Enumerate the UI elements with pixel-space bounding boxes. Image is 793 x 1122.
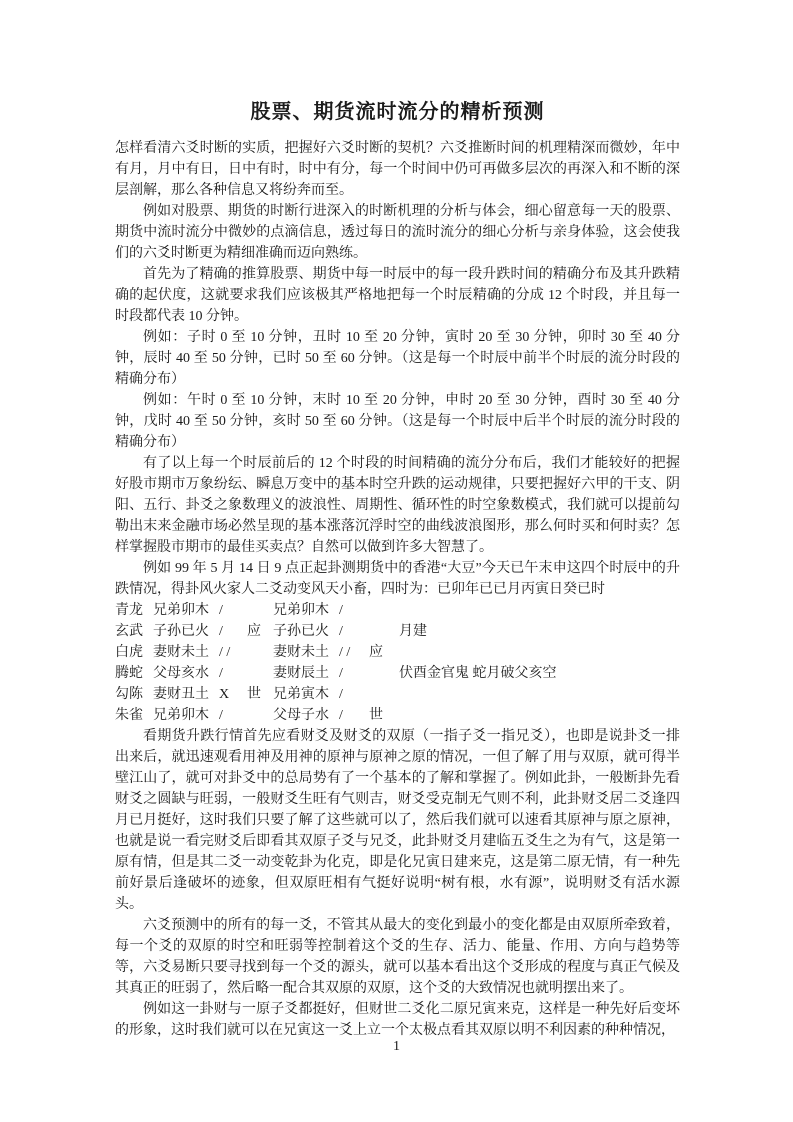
- changed-line-symbol: /: [339, 603, 343, 618]
- page-title: 股票、期货流时流分的精析预测: [250, 101, 545, 123]
- changed-line-symbol: / /: [339, 645, 351, 660]
- original-line-mark: 世: [247, 687, 261, 702]
- line-note: 伏酉金官鬼 蛇月破父亥空: [399, 666, 557, 681]
- line-note: 月建: [399, 624, 427, 639]
- original-line: 妻财丑土: [153, 687, 209, 702]
- changed-line-symbol: /: [339, 708, 343, 723]
- changed-line-mark: 世: [369, 708, 383, 723]
- original-line-symbol: /: [219, 624, 223, 639]
- hexagram-row: [115, 663, 680, 684]
- paragraph-six-yao-theory: 六爻预测中的所有的每一爻，不管其从最大的变化到最小的变化都是由双原所牵致着，每一个爻的双原的时空和旺弱等控制着这个爻的生存、活力、能量、作用、方向与趋势等等，六爻易断只要寻找到每一个爻的源头，就可以基本看出这个爻形成的程度与真正气候及其真正的旺弱了，然后略一配合其双原的双原，这个爻的大致情况也就明摆出来了。: [115, 918, 680, 996]
- original-line: 妻财未土: [153, 645, 209, 660]
- hexagram-row: [115, 684, 680, 705]
- line-note: [399, 684, 680, 705]
- paragraph-case-intro: 例如 99 年 5 月 14 日 9 点正起卦测期货中的香港“大豆”今天已午末申这四个时辰中的升跌情况，得卦风火家人二爻动变风天小畜，四时为：已卯年已已月丙寅日癸已时: [115, 561, 680, 597]
- six-god-label: 朱雀: [115, 708, 143, 723]
- changed-line: 子孙已火: [273, 624, 329, 639]
- original-line-mark: [247, 705, 273, 726]
- changed-line: 妻财辰土: [273, 666, 329, 681]
- paragraph-example-observe: 例如对股票、期货的时断行进深入的时断机理的分析与体会，细心留意每一天的股票、期货中流时流分中微妙的点滴信息，透过每日的流时流分的细心分析与亲身体验，这会使我们的六爻时断更为精细准确而迈向熟练。: [115, 204, 680, 261]
- changed-line-mark: [369, 684, 399, 705]
- original-line: 兄弟卯木: [153, 708, 209, 723]
- paragraph-analysis-double-origin: 看期货升跌行情首先应看财爻及财爻的双原（一指子爻一指兄爻），也即是说卦爻一排出来后，就迅速观看用神及用神的原神与原神之原的情况，一但了解了用与双原，就可得半壁江山了，就可对卦爻中的总局势有了一个基本的了解和掌握了。例如此卦，一般断卦先看财爻之圆缺与旺弱，一般财爻生旺有气则吉，财爻受克制无气则不利，此卦财爻居二爻逢四月已月挺好，这时我们只要了解了这些就可以了，然后我们就可以速看其原神与原之原神，也就是说一看完财爻后即看其双原子爻与兄爻，此卦财爻月建临五爻生之为有气，这是第一原有情，但是其二爻一动变乾卦为化克，即是化兄寅日建来克，这是第二原无情，有一种先前好景后逢破坏的迹象，但双原旺相有气挺好说明“树有根，水有源”，说明财爻有活水源头。: [115, 729, 680, 912]
- changed-line: 妻财未土: [273, 645, 329, 660]
- changed-line-symbol: /: [339, 687, 343, 702]
- changed-line-mark: 应: [369, 645, 383, 660]
- paragraph-market-pattern: 有了以上每一个时辰前后的 12 个时段的时间精确的流分分布后，我们才能较好的把握好股市期市万象纷纭、瞬息万变中的基本时空升跌的运动规律，只要把握好六甲的干支、阴阳、五行、卦爻之象数理义的波浪性、周期性、循环性的时空象数模式，我们就可以提前勾勒出末来金融市场必然呈现的基本涨落沉浮时空的曲线波浪图形，那么何时买和何时卖？怎样掌握股市期市的最佳买卖点？自然可以做到许多大智慧了。: [115, 456, 680, 555]
- hexagram-table: [115, 600, 680, 726]
- page-number: 1: [393, 1039, 400, 1054]
- changed-line: 兄弟寅木: [273, 687, 329, 702]
- original-line-mark: [247, 600, 273, 621]
- changed-line-mark: [369, 621, 399, 642]
- original-line-mark: [247, 663, 273, 684]
- line-note: [399, 642, 680, 663]
- changed-line: 兄弟卯木: [273, 603, 329, 618]
- original-line-symbol: /: [219, 603, 223, 618]
- six-god-label: 勾陈: [115, 687, 143, 702]
- changed-line: 父母子水: [273, 708, 329, 723]
- paragraph-second-half-hours: 例如：午时 0 至 10 分钟，末时 10 至 20 分钟，申时 20 至 30 分钟，酉时 30 至 40 分钟，戊时 40 至 50 分钟，亥时 50 至 60 分钟。（这是每一个时辰中后半个时辰的流分时段的精确分布）: [115, 393, 680, 450]
- paragraph-intro: 怎样看清六爻时断的实质，把握好六爻时断的契机？六爻推断时间的机理精深而微妙，年中有月，月中有日，日中有时，时中有分，每一个时间中仍可再做多层次的再深入和不断的深层剖解，那么各种信息又将纷奔而至。: [115, 141, 680, 198]
- changed-line-mark: [369, 600, 399, 621]
- changed-line-symbol: /: [339, 666, 343, 681]
- paragraph-first-half-hours: 例如：子时 0 至 10 分钟，丑时 10 至 20 分钟，寅时 20 至 30 分钟，卯时 30 至 40 分钟，辰时 40 至 50 分钟，已时 50 至 60 分钟。（这是每一个时辰中前半个时辰的流分时段的精确分布）: [115, 330, 680, 387]
- changed-line-mark: [369, 663, 399, 684]
- original-line-mark: 应: [247, 624, 261, 639]
- line-note: [399, 705, 680, 726]
- changed-line-symbol: /: [339, 624, 343, 639]
- original-line-symbol: / /: [219, 645, 231, 660]
- original-line-symbol: /: [219, 666, 223, 681]
- original-line: 兄弟卯木: [153, 603, 209, 618]
- original-line: 父母亥水: [153, 666, 209, 681]
- original-line-symbol: X: [219, 687, 230, 702]
- line-note: [399, 600, 680, 621]
- six-god-label: 白虎: [115, 645, 143, 660]
- original-line-symbol: /: [219, 708, 223, 723]
- hexagram-row: [115, 642, 680, 663]
- original-line: 子孙已火: [153, 624, 209, 639]
- hexagram-row: [115, 600, 680, 621]
- six-god-label: 玄武: [115, 624, 143, 639]
- hexagram-row: [115, 705, 680, 726]
- paragraph-12-segments: 首先为了精确的推算股票、期货中每一时辰中的每一段升跌时间的精确分布及其升跌精确的起伏度，这就要求我们应该极其严格地把每一个时辰精确的分成 12 个时段，并且每一时段都代表 10 分钟。: [115, 267, 680, 324]
- six-god-label: 青龙: [115, 603, 143, 618]
- paragraph-conclusion: 例如这一卦财与一原子爻都挺好，但财世二爻化二原兄寅来克，这样是一种先好后变坏的形象，这时我们就可以在兄寅这一爻上立一个太极点看其双原以明不利因素的种种情况，: [115, 1002, 680, 1038]
- original-line-mark: [247, 642, 273, 663]
- six-god-label: 腾蛇: [115, 666, 143, 681]
- hexagram-row: [115, 621, 680, 642]
